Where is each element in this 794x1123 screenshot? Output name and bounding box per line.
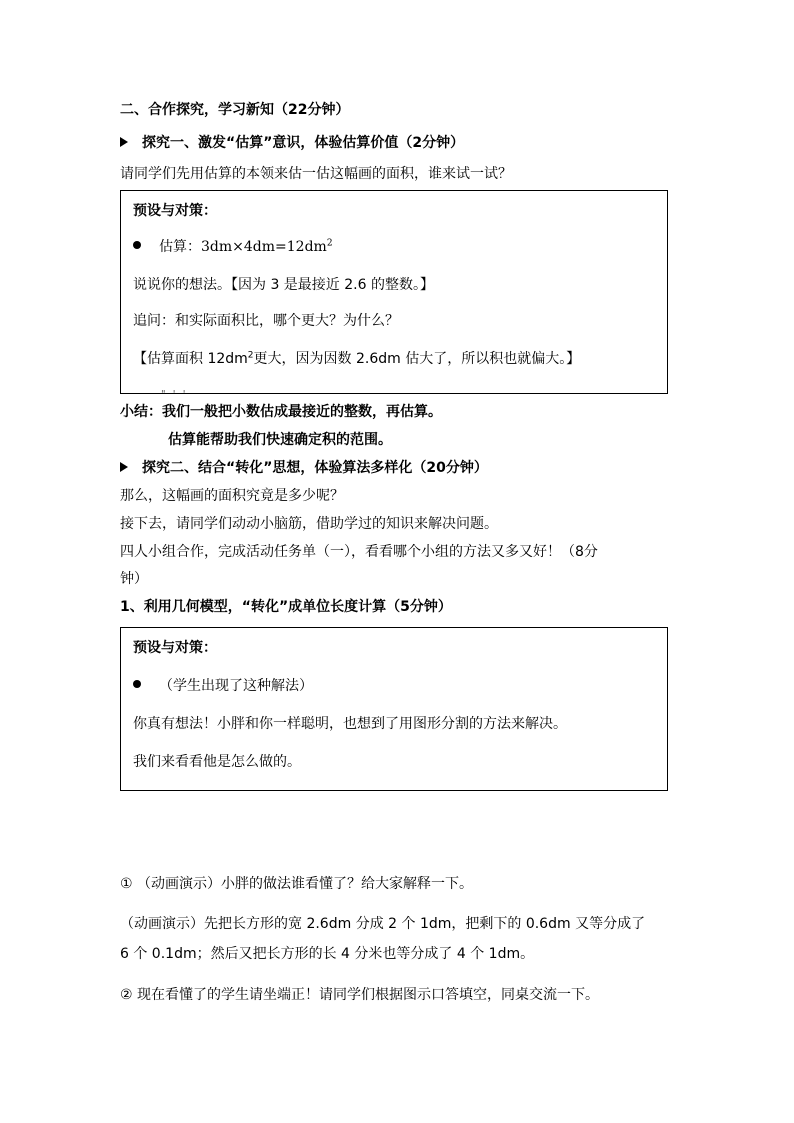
explore2-sub1: 1、利用几何模型，“转化”成单位长度计算（5分钟）	[120, 599, 452, 615]
answer-part-a: 【估算面积 12dm	[133, 351, 248, 367]
explore1-title: 探究一、激发“估算”意识，体验估算价值（2分钟）	[142, 135, 465, 151]
box1-estimate	[133, 237, 333, 257]
explore2-p2: 接下去，请同学们动动小脑筋，借助学过的知识来解决问题。	[120, 516, 498, 532]
step-3: ② 现在看懂了的学生请坐端正！请同学们根据图示口答填空，同桌交流一下。	[120, 987, 599, 1003]
bullet-dot-icon	[133, 680, 141, 688]
box1-header: 预设与对策：	[133, 203, 217, 219]
section-title: 二、合作探究，学习新知（22分钟）	[120, 102, 350, 118]
clipped-text-fragment: " ' '	[161, 389, 188, 400]
explore2-title-line	[120, 458, 488, 478]
box2-line2: 我们来看看他是怎么做的。	[133, 754, 301, 770]
box1-answer	[133, 349, 580, 369]
arrow-bullet-icon	[120, 462, 128, 472]
box2-bullet-text: （学生出现了这种解法）	[159, 678, 313, 694]
estimate-formula: 3dm×4dm=12dm	[201, 239, 327, 255]
preset-strategy-box-1	[120, 190, 668, 400]
explore2-p3b: 钟）	[120, 571, 148, 587]
box2-header: 预设与对策：	[133, 640, 217, 656]
explore1-question: 请同学们先用估算的本领来估一估这幅画的面积，谁来试一试？	[120, 166, 512, 182]
estimate-sup: 2	[326, 238, 333, 249]
step-2-line-b: 6 个 0.1dm；然后又把长方形的长 4 分米也等分成了 4 个 1dm。	[120, 946, 535, 962]
step-2-line-a: （动画演示）先把长方形的宽 2.6dm 分成 2 个 1dm，把剩下的 0.6dm 又等分成了	[120, 916, 646, 932]
preset-strategy-box-2	[120, 627, 668, 791]
box2-bullet-line	[133, 676, 313, 696]
explore2-p3a: 四人小组合作，完成活动任务单（一），看看哪个小组的方法又多又好！（8分	[120, 544, 598, 560]
estimate-label: 估算：	[159, 239, 201, 255]
explore1-title-line	[120, 133, 464, 153]
summary-line-1: 小结：我们一般把小数估成最接近的整数，再估算。	[120, 404, 442, 420]
step-1: ① （动画演示）小胖的做法谁看懂了？给大家解释一下。	[120, 876, 473, 892]
box1-followup: 追问：和实际面积比，哪个更大？为什么？	[133, 313, 399, 329]
answer-sup: 2	[247, 350, 254, 361]
explore2-title: 探究二、结合“转化”思想，体验算法多样化（20分钟）	[142, 460, 488, 476]
arrow-bullet-icon	[120, 137, 128, 147]
box1-reason: 说说你的想法。【因为 3 是最接近 2.6 的整数。】	[133, 277, 434, 293]
bullet-dot-icon	[133, 241, 141, 249]
explore2-p1: 那么，这幅画的面积究竟是多少呢？	[120, 488, 344, 504]
summary-line-2: 估算能帮助我们快速确定积的范围。	[168, 432, 392, 448]
box2-line1: 你真有想法！小胖和你一样聪明，也想到了用图形分割的方法来解决。	[133, 716, 567, 732]
answer-part-b: 更大，因为因数 2.6dm 估大了，所以积也就偏大。】	[253, 351, 581, 367]
